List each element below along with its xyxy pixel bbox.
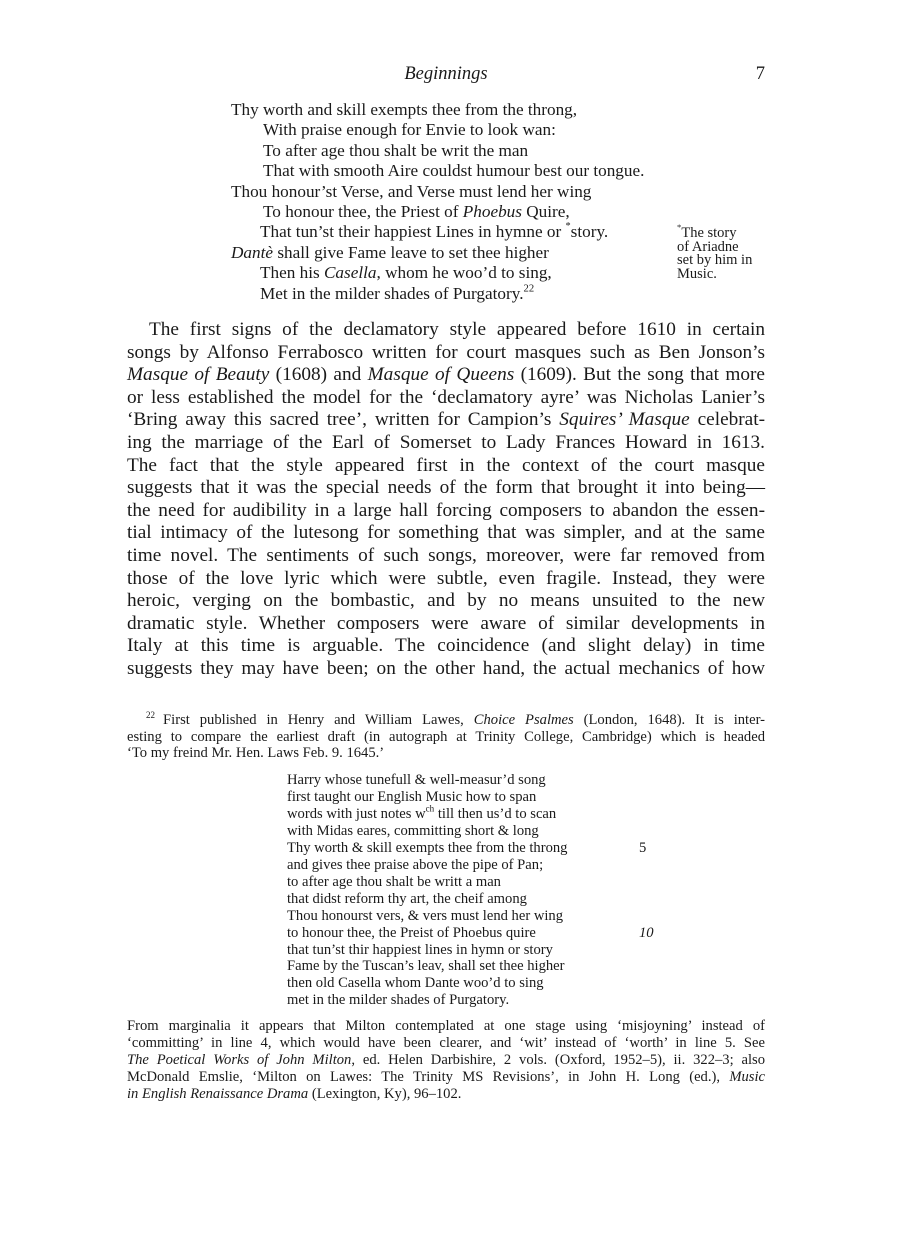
- footnote-22-continuation: [127, 1018, 765, 1103]
- footnote-line: [127, 1069, 765, 1086]
- draft-line: [287, 803, 667, 823]
- text-run: first taught our English Music how to span: [287, 788, 537, 805]
- footnote-line: [127, 745, 765, 762]
- poem-line: [231, 100, 771, 120]
- draft-line: [287, 857, 667, 874]
- line-number: 10: [639, 924, 654, 941]
- text-run: suggests they may have been; on the other hand, the actual mechanics of how: [127, 657, 765, 679]
- footnote-number: 22: [146, 709, 156, 720]
- text-run: , ed. Helen Darbishire, 2 vols. (Oxford, 1952–5), ii. 322–3; also: [351, 1051, 766, 1068]
- italic-text: Dantè: [231, 242, 274, 262]
- draft-line: [287, 942, 667, 959]
- asterisk-marker: *: [677, 222, 682, 233]
- text-run: First published in Henry and William Lawes,: [163, 712, 474, 728]
- running-head: [127, 64, 765, 88]
- footnote-line: [127, 729, 765, 746]
- text-run: Italy at this time is arguable. The coincidence (and slight delay) in time: [127, 635, 765, 657]
- text-run: met in the milder shades of Purgatory.: [287, 992, 510, 1009]
- text-run: those of the love lyric which were subtle, even fragile. Instead, they were: [127, 567, 765, 589]
- text-run: Thou honour’st Verse, and Verse must lend her wing: [231, 181, 592, 201]
- text-run: dramatic style. Whether composers were aware of similar developments in: [127, 612, 765, 634]
- footnote-line: [127, 1018, 765, 1035]
- paragraph-line: [127, 409, 765, 432]
- line-number: 5: [639, 839, 647, 856]
- text-run: ‘committing’ in line 4, which would have been clearer, and ‘wit’ instead of ‘worth’ in line 5. See: [127, 1034, 765, 1051]
- text-run: the need for audibility in a large hall forcing composers to abandon the essen-: [127, 499, 765, 521]
- text-run: shall give Fame leave to set thee higher: [273, 242, 549, 262]
- text-run: That with smooth Aire couldst humour best our tongue.: [263, 161, 645, 181]
- italic-text: Choice Psalmes: [473, 712, 574, 728]
- paragraph-line: [127, 500, 765, 523]
- text-run: The story: [681, 225, 737, 241]
- text-run: ‘To my freind Mr. Hen. Laws Feb. 9. 1645.’: [127, 745, 385, 762]
- paragraph-line: [127, 477, 765, 500]
- text-run: To after age thou shalt be writ the man: [263, 140, 529, 160]
- text-run: Thy worth & skill exempts thee from the throng: [287, 839, 568, 856]
- draft-line: [287, 772, 667, 789]
- poem-line: [231, 120, 771, 140]
- draft-line: [287, 958, 667, 975]
- poem-line: [231, 141, 771, 161]
- footnote-line: [127, 1035, 765, 1052]
- paragraph-line: [127, 342, 765, 365]
- text-run: suggests that it was the special needs of the form that brought it into being—: [127, 477, 765, 499]
- paragraph-line: [127, 432, 765, 455]
- draft-line: [287, 789, 667, 806]
- text-run: set by him in: [677, 252, 753, 268]
- draft-line: [287, 992, 667, 1009]
- body-paragraph: [127, 319, 765, 681]
- text-run: celebrat-: [689, 409, 766, 431]
- footnote-22: [127, 709, 766, 762]
- poem-line: [231, 182, 771, 202]
- footnote-line: [127, 709, 766, 729]
- text-run: ‘Bring away this sacred tree’, written for Campion’s: [127, 409, 560, 431]
- asterisk-marker: *: [565, 221, 571, 233]
- text-run: McDonald Emslie, ‘Milton on Lawes: The Trinity MS Revisions’, in John H. Long (ed.),: [127, 1068, 730, 1085]
- text-run: words with just notes w: [287, 805, 426, 822]
- text-run: The fact that the style appeared first in the context of the court masque: [127, 454, 765, 476]
- poem-line: [231, 284, 771, 304]
- text-run: with Midas eares, committing short & long: [287, 822, 539, 839]
- text-run: With praise enough for Envie to look wan:: [263, 120, 556, 140]
- draft-line: [287, 975, 667, 992]
- draft-line: [287, 874, 667, 891]
- italic-text: Casella: [323, 263, 377, 283]
- paragraph-line: [127, 364, 765, 387]
- italic-text: The Poetical Works of John Milton: [127, 1051, 352, 1068]
- text-run: The first signs of the declamatory style appeared before 1610 in certain: [149, 319, 765, 340]
- paragraph-line: [127, 319, 765, 342]
- text-run: Quire,: [521, 202, 570, 222]
- text-run: To honour thee, the Priest of: [263, 202, 463, 222]
- text-run: till then us’d to scan: [434, 805, 557, 822]
- paragraph-line: [127, 613, 765, 636]
- superscript: 22: [523, 283, 535, 295]
- draft-line: [287, 908, 667, 925]
- text-run: Fame by the Tuscan’s leav, shall set thee higher: [287, 958, 565, 975]
- chapter-title: Beginnings: [404, 64, 488, 84]
- draft-line: [287, 840, 667, 857]
- text-run: (London, 1648). It is inter-: [573, 712, 766, 728]
- marginal-note: [677, 222, 787, 282]
- text-run: Then his: [260, 263, 324, 283]
- poem-line: [231, 202, 771, 222]
- text-run: that tun’st thir happiest lines in hymn or story: [287, 941, 553, 958]
- text-run: to honour thee, the Preist of Phoebus quire: [287, 924, 536, 941]
- italic-text: Masque of Beauty: [127, 364, 270, 386]
- marginal-note-line: [677, 265, 787, 282]
- text-run: story.: [570, 222, 609, 242]
- text-run: heroic, verging on the bombastic, and by no means unsuited to the new: [127, 590, 765, 612]
- text-run: or less established the model for the ‘declamatory ayre’ was Nicholas Lanier’s: [127, 386, 765, 408]
- text-run: time novel. The sentiments of such songs, moreover, were far removed from: [127, 544, 765, 566]
- italic-text: Music: [729, 1068, 765, 1085]
- text-run: songs by Alfonso Ferrabosco written for court masques such as Ben Jonson’s: [127, 341, 765, 363]
- paragraph-line: [127, 568, 765, 591]
- draft-line: [287, 925, 667, 942]
- footnote-draft-quotation: [287, 772, 667, 1009]
- poem-line: [231, 161, 771, 181]
- text-run: Met in the milder shades of Purgatory.: [260, 283, 524, 303]
- italic-text: Squires’ Masque: [559, 409, 690, 431]
- paragraph-line: [127, 545, 765, 568]
- paragraph-line: [127, 522, 765, 545]
- paragraph-line: [127, 635, 765, 658]
- text-run: ing the marriage of the Earl of Somerset to Lady Frances Howard in 1613.: [127, 431, 765, 453]
- text-run: that didst reform thy art, the cheif among: [287, 890, 527, 907]
- text-run: to after age thou shalt be writt a man: [287, 873, 501, 890]
- text-run: esting to compare the earliest draft (in autograph at Trinity College, Cambridge) which is headed: [127, 728, 765, 745]
- text-run: Harry whose tunefull & well-measur’d song: [287, 772, 546, 788]
- paragraph-line: [127, 387, 765, 410]
- italic-text: Phoebus: [462, 202, 522, 222]
- footnote-line: [127, 1086, 765, 1103]
- text-run: (1608) and: [269, 364, 368, 386]
- italic-text: in English Renaissance Drama: [127, 1085, 309, 1102]
- page-number: 7: [755, 64, 765, 84]
- footnote-line: [127, 1052, 765, 1069]
- text-run: That tun’st their happiest Lines in hymne or: [260, 222, 566, 242]
- italic-text: Masque of Queens: [367, 364, 515, 386]
- text-run: From marginalia it appears that Milton contemplated at one stage using ‘misjoyning’ instead of: [127, 1018, 765, 1034]
- text-run: then old Casella whom Dante woo’d to sing: [287, 975, 544, 992]
- superscript: ch: [425, 803, 435, 814]
- draft-line: [287, 891, 667, 908]
- paragraph-line: [127, 590, 765, 613]
- text-run: (Lexington, Ky), 96–102.: [308, 1085, 462, 1102]
- text-run: (1609). But the song that more: [514, 364, 765, 386]
- text-run: Music.: [677, 265, 717, 282]
- text-run: Thou honourst vers, & vers must lend her wing: [287, 907, 564, 924]
- draft-line: [287, 823, 667, 840]
- text-run: Thy worth and skill exempts thee from the throng,: [231, 100, 578, 119]
- text-run: and gives thee praise above the pipe of Pan;: [287, 856, 544, 873]
- paragraph-line: [127, 658, 765, 681]
- text-run: of Ariadne: [677, 238, 739, 255]
- text-run: , whom he woo’d to sing,: [376, 263, 552, 283]
- text-run: tial intimacy of the lutesong for something that was simpler, and at the same: [127, 522, 765, 544]
- paragraph-line: [127, 455, 765, 478]
